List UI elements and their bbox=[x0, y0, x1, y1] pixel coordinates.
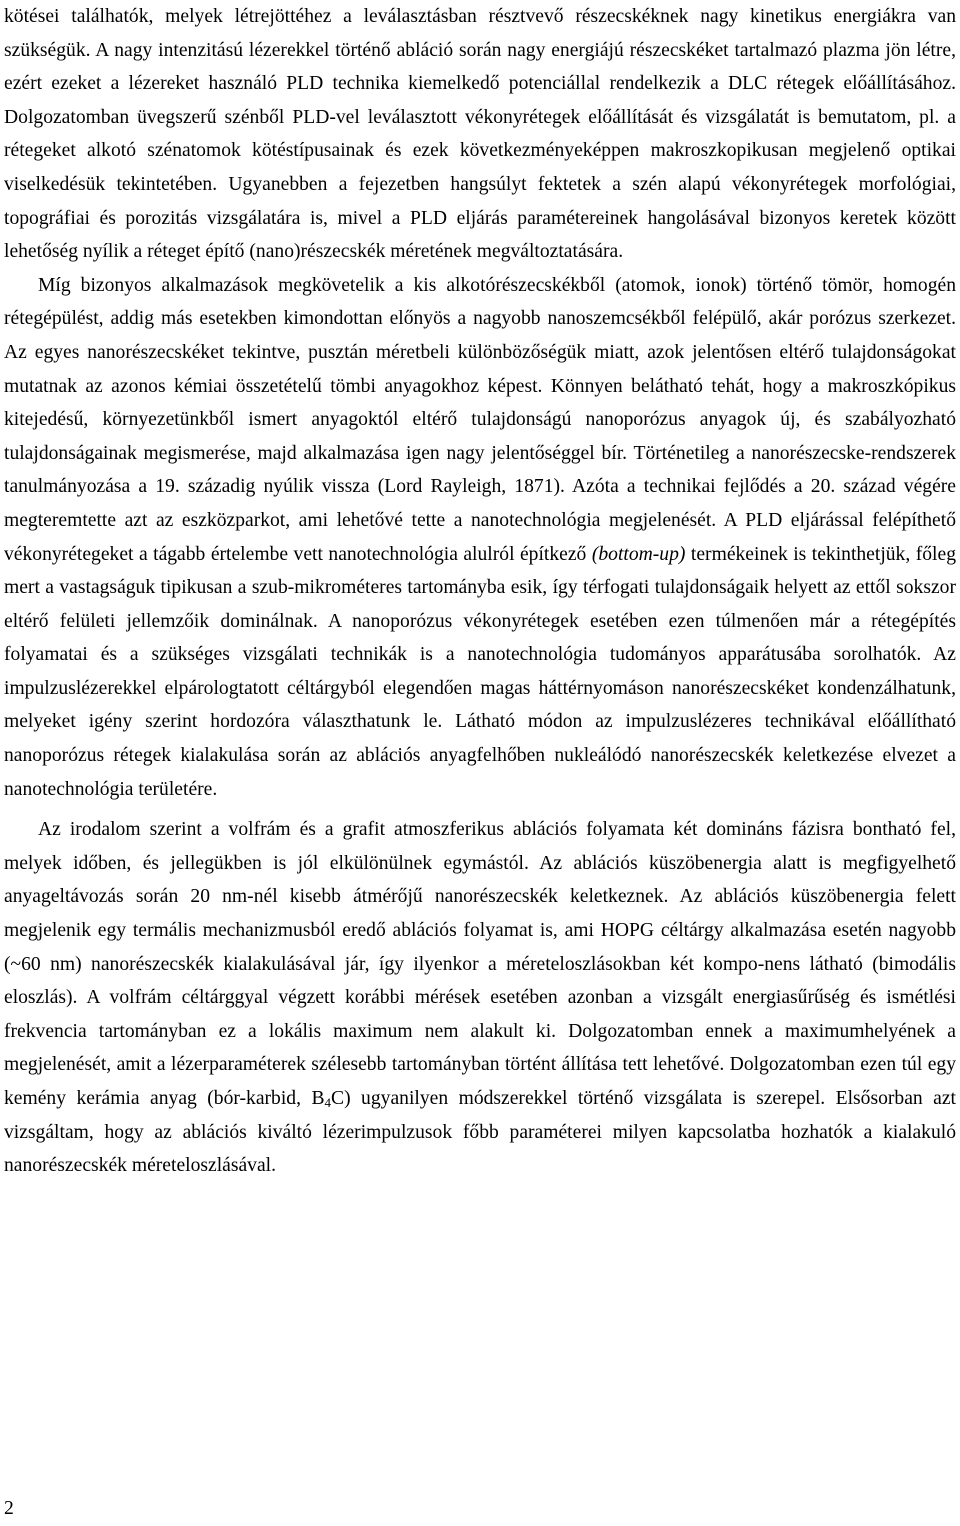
paragraph-3-subscript: 4 bbox=[324, 1095, 332, 1110]
paragraph-1 bbox=[4, 0, 956, 269]
paragraph-2-text-a: Míg bizonyos alkalmazások megkövetelik a kis alkotórészecskékből (atomok, ionok) történő tömör, homogén rétegépülést, addig más esetekben kimondottan előnyös a nagyobb nanoszemcsékből felépülő, akár porózus szerkezet. Az egyes nanorészecskéket tekintve, pusztán méretbeli különbözőségük miatt, azok jelentősen eltérő tulajdonságokat mutatnak az azonos kémiai összetételű tömbi anyagokhoz képest. Könnyen belátható tehát, hogy a makroszkópikus kitejedésű, környezetünkből ismert anyagoktól eltérő tulajdonságú nanoporózus anyagok új, és szabályozható tulajdonságainak megismerése, majd alkalmazása igen nagy jelentőséggel bír. Történetileg a nanorészecske-rendszerek tanulmányozása a 19. századig nyúlik vissza (Lord Rayleigh, 1871). Azóta a technikai fejlődés a 20. század végére megteremtette azt az eszközparkot, ami lehetővé tette a nanotechnológia megjelenését. A PLD eljárással felépíthető vékonyrétegeket a tágabb értelembe vett nanotechnológia alulról építkező bbox=[4, 274, 956, 565]
paragraph-3 bbox=[4, 813, 956, 1183]
document-body bbox=[4, 0, 956, 1183]
paragraph-3-text-b: C) ugyanilyen módszerekkel történő vizsgálata is szerepel. Elsősorban azt vizsgáltam, hogy az ablációs kiváltó lézerimpulzusok főbb paraméterei milyen kapcsolatba hozhatók a kialakuló nanorészecskék méreteloszlásával. bbox=[4, 1088, 956, 1177]
paragraph-3-text-a: Az irodalom szerint a volfrám és a grafit atmoszferikus ablációs folyamata két domináns fázisra bontható fel, melyek időben, és jellegükben is jól elkülönülnek egymástól. Az ablációs küszöbenergia alatt is megfigyelhető anyageltávozás során 20 nm-nél kisebb átmérőjű nanorészecskék keletkeznek. Az ablációs küszöbenergia felett megjelenik egy termális mechanizmusból eredő ablációs folyamat is, ami HOPG céltárgy alkalmazása esetén nagyobb (~60 nm) nanorészecskék kialakulásával jár, így ilyenkor a méreteloszlásokban két kompo-nens látható (bimodális eloszlás). A volfrám céltárggyal végzett korábbi mérések esetében azonban a vizsgált energiasűrűség és ismétlési frekvencia tartományban ez a lokális maximum nem alakult ki. Dolgozatomban ennek a maximumhelyének a megjelenését, amit a lézerparaméterek szélesebb tartományban történt állítása tett lehetővé. Dolgozatomban ezen túl egy kemény kerámia anyag (bór-karbid, B bbox=[4, 819, 956, 1109]
page-number: 2 bbox=[4, 1498, 14, 1519]
paragraph-2 bbox=[4, 269, 956, 807]
paragraph-1-text: kötései találhatók, melyek létrejöttéhez a leválasztásban résztvevő részecskéknek nagy kinetikus energiákra van szükségük. A nagy intenzitású lézerekkel történő abláció során nagy energiájú részecskéket tartalmazó plazma jön létre, ezért ezeket a lézereket használó PLD technika kiemelkedő potenciállal rendelkezik a DLC rétegek előállításához. Dolgozatomban üvegszerű szénből PLD-vel leválasztott vékonyrétegek előállítását és vizsgálatát is bemutatom, pl. a rétegeket alkotó szénatomok kötéstípusainak és ezek következményeképpen makroszkopikusan megjelenő optikai viselkedésük tekintetében. Ugyanebben a fejezetben hangsúlyt fektetek a szén alapú vékonyrétegek morfológiai, topográfiai és porozitás vizsgálatára is, mivel a PLD eljárás paramétereinek hangolásával bizonyos keretek között lehetőség nyílik a réteget építő (nano)részecskék méretének megváltoztatására. bbox=[4, 6, 956, 263]
paragraph-2-text-b: termékeinek is tekinthetjük, főleg mert a vastagságuk tipikusan a szub-mikrométeres tartományba esik, így térfogati tulajdonságaik helyett az ettől sokszor eltérő felületi jellemzőik dominálnak. A nanoporózus vékonyrétegek esetében ezen túlmenően már a rétegépítés folyamatai és a szükséges vizsgálati technikák is a nanotechnológia tudományos apparátusába sorolhatók. Az impulzuslézerekkel elpárologtatott céltárgyból elegendően magas háttérnyomáson nanorészecskéket kondenzálhatunk, melyeket igény szerint hordozóra választhatunk le. Látható módon az impulzuslézeres technikával előállítható nanoporózus rétegek kialakulása során az ablációs anyagfelhőben nukleálódó nanorészecskék keletkezése elvezet a nanotechnológia területére. bbox=[4, 543, 956, 800]
paragraph-2-italic-term: (bottom-up) bbox=[591, 543, 686, 565]
